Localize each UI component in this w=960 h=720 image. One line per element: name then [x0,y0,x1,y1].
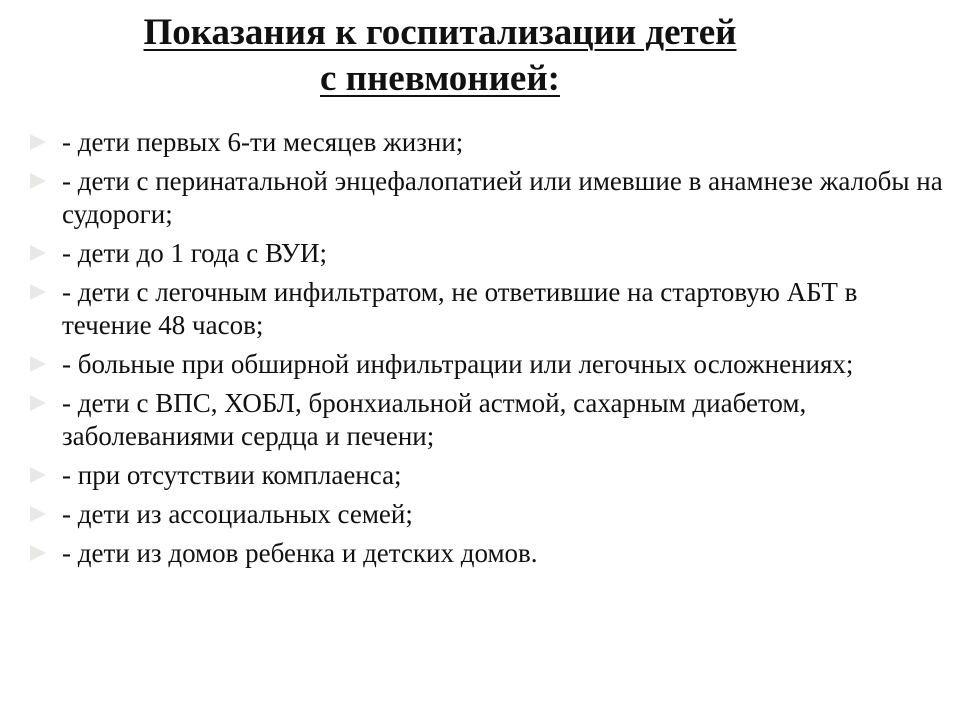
triangle-bullet-icon [30,545,46,561]
list-item-text: - больные при обширной инфильтрации или легочных осложнениях; [62,349,854,379]
list-item [30,126,950,159]
list-item [30,348,950,381]
list-item-text: - при отсутствии комплаенса; [62,460,402,490]
title-line-2: с пневмонией: [320,58,560,99]
list-item-text: - дети первых 6-ти месяцев жизни; [62,127,464,157]
slide-title [0,10,880,102]
list-item-text: - дети до 1 года с ВУИ; [62,238,327,268]
list-item [30,237,950,270]
list-item-text: - дети из домов ребенка и детских домов. [62,538,538,568]
list-item [30,498,950,531]
indications-list [30,126,950,576]
title-line-1: Показания к госпитализации детей [143,12,737,53]
list-item-text: - дети с перинатальной энцефалопатией или имевшие в анамнезе жалобы на судороги; [62,166,943,229]
triangle-bullet-icon [30,134,46,150]
list-item-text: - дети из ассоциальных семей; [62,499,413,529]
triangle-bullet-icon [30,284,46,300]
triangle-bullet-icon [30,245,46,261]
list-item [30,165,950,231]
list-item [30,537,950,570]
triangle-bullet-icon [30,173,46,189]
list-item-text: - дети с ВПС, ХОБЛ, бронхиальной астмой, сахарным диабетом, заболеваниями сердца и печени; [62,388,807,451]
triangle-bullet-icon [30,356,46,372]
triangle-bullet-icon [30,506,46,522]
list-item [30,459,950,492]
list-item [30,387,950,453]
triangle-bullet-icon [30,395,46,411]
list-item [30,276,950,342]
list-item-text: - дети с легочным инфильтратом, не ответившие на стартовую АБТ в течение 48 часов; [62,277,858,340]
triangle-bullet-icon [30,467,46,483]
